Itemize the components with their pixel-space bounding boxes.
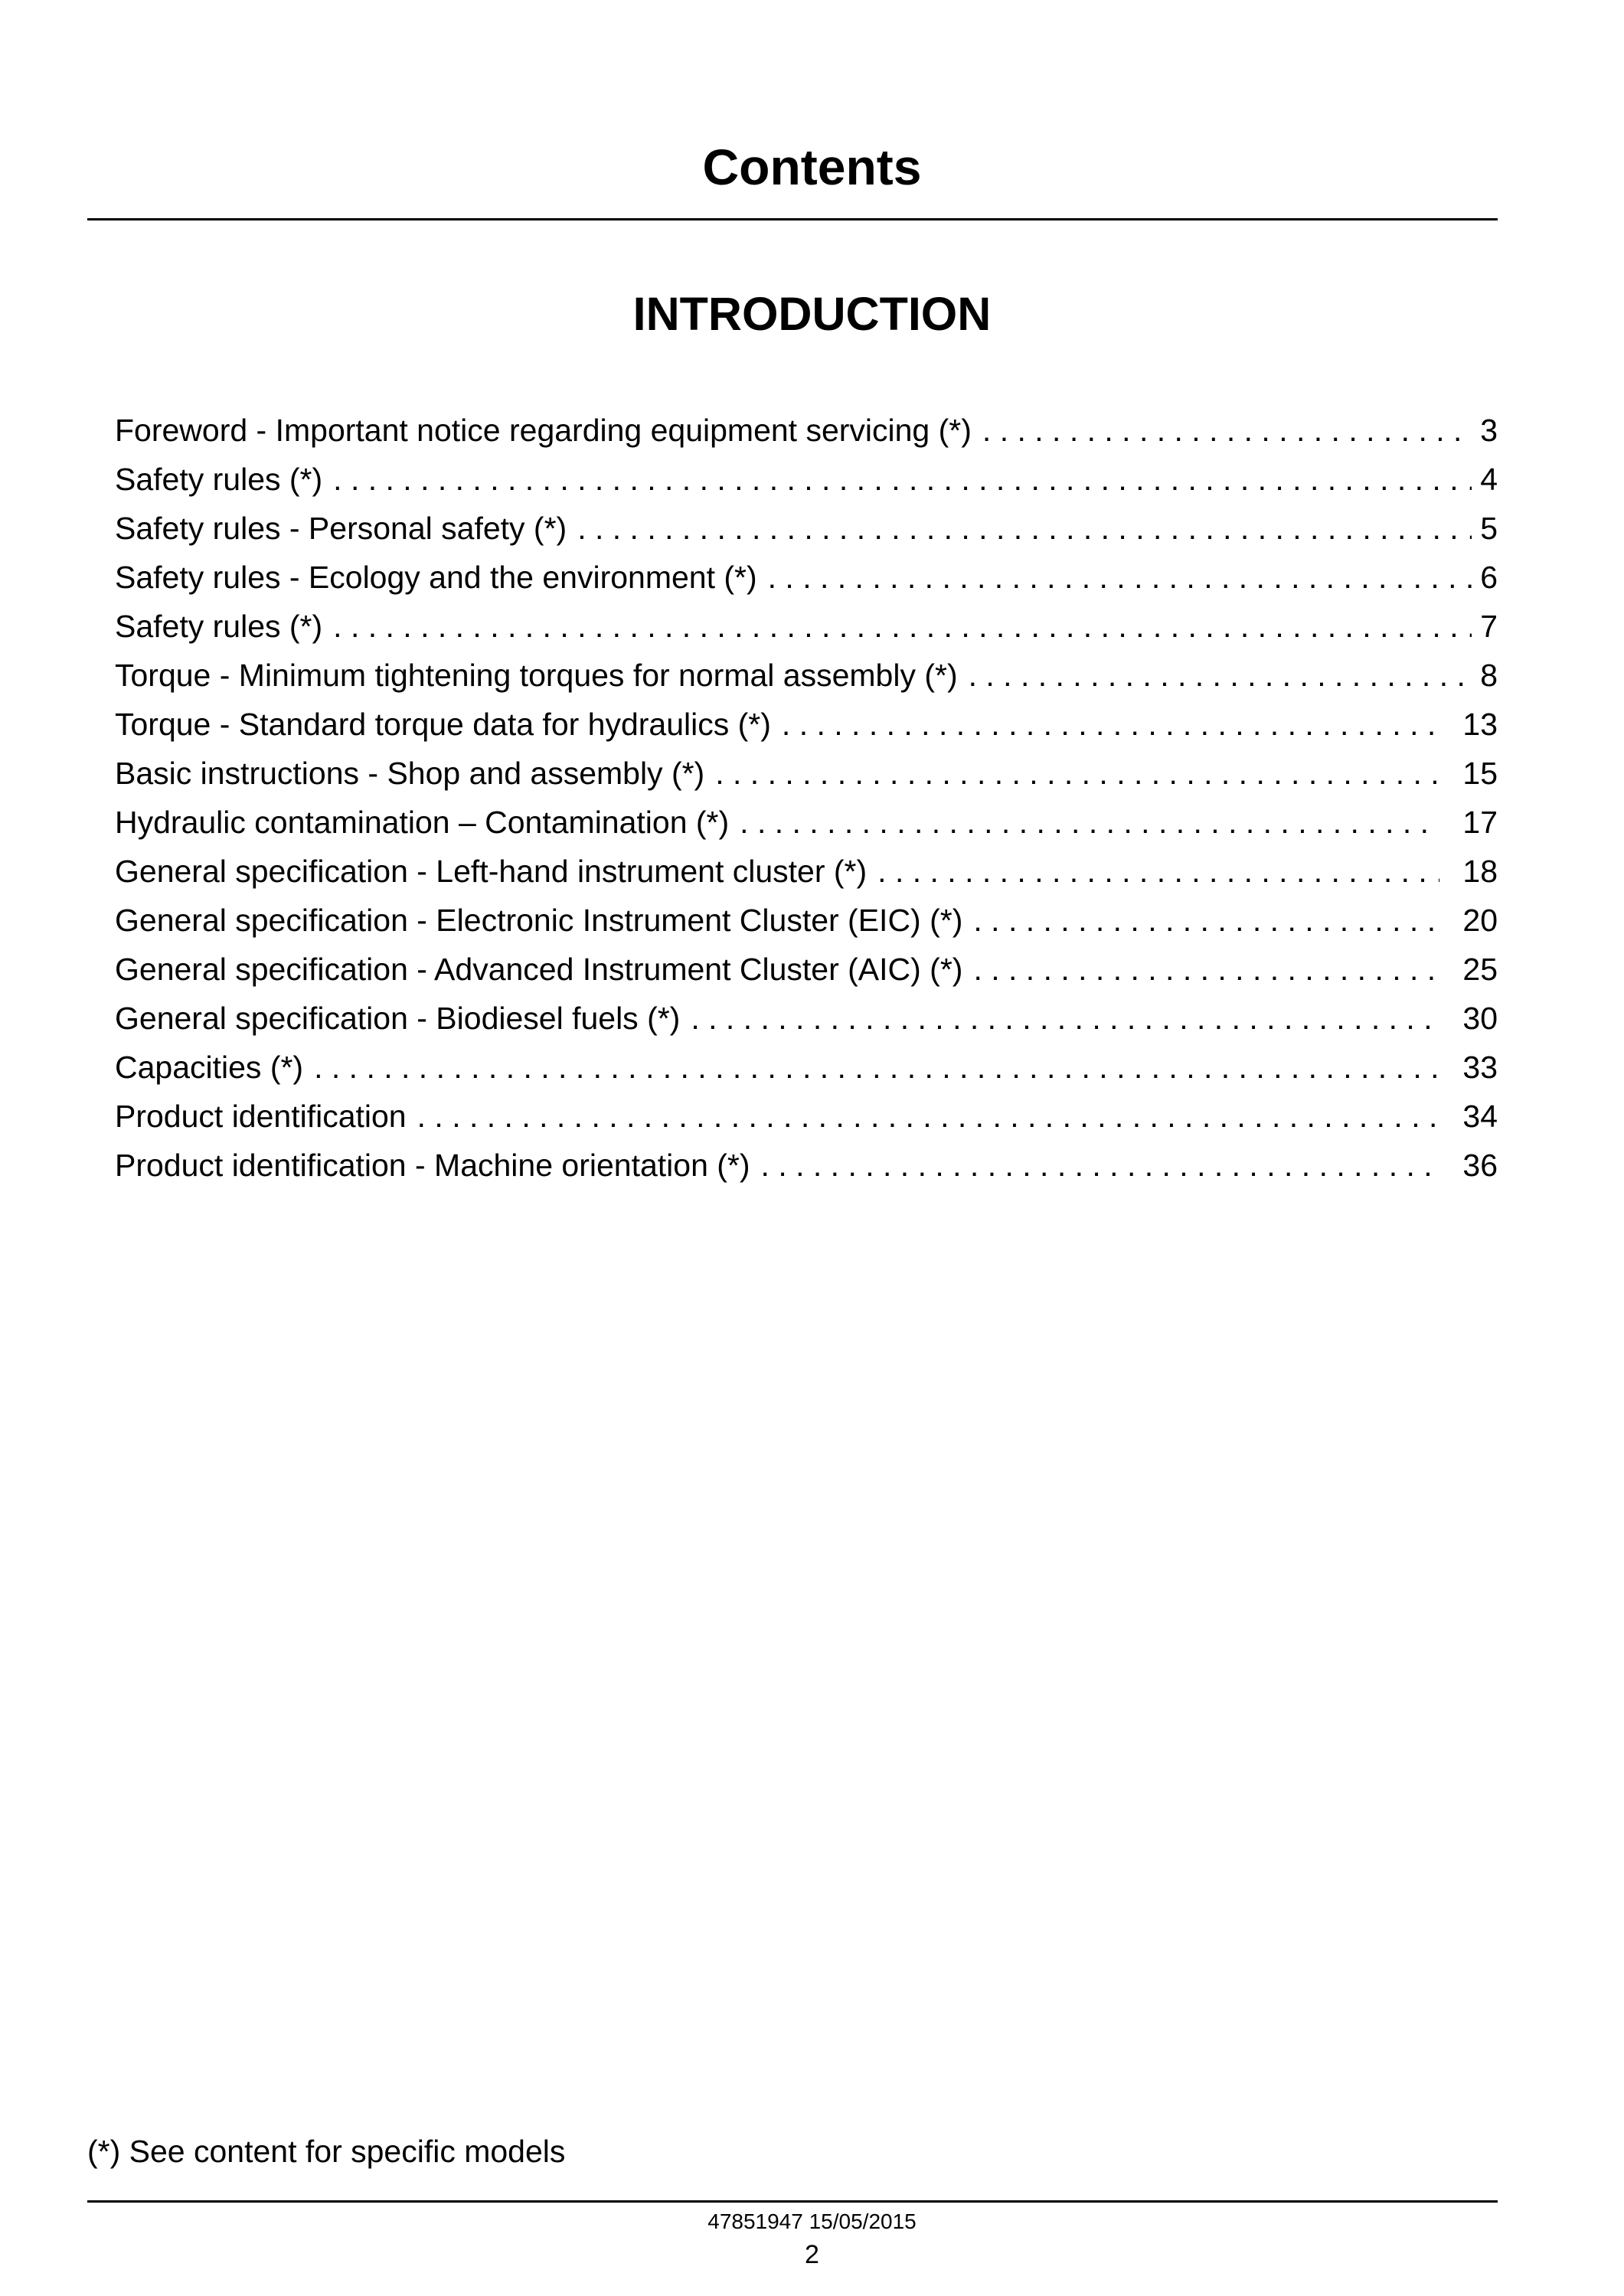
toc-entry-torque-minimum[interactable] xyxy=(115,651,1498,700)
toc-entry-page: 17 xyxy=(1462,805,1498,840)
dot-leader xyxy=(973,945,1439,994)
dot-leader xyxy=(782,700,1439,749)
toc-entry-title: Safety rules - Personal safety (*) xyxy=(115,511,567,546)
footnote: (*) See content for specific models xyxy=(87,2134,566,2169)
dot-leader xyxy=(740,798,1439,847)
toc-entry-page: 8 xyxy=(1480,658,1498,693)
toc-entry-page: 20 xyxy=(1462,903,1498,938)
toc-entry-page: 25 xyxy=(1462,952,1498,987)
toc-entry-biodiesel[interactable] xyxy=(115,994,1498,1043)
toc-entry-page: 13 xyxy=(1462,707,1498,742)
toc-entry-page: 18 xyxy=(1462,854,1498,889)
toc-entry-page: 5 xyxy=(1480,511,1498,546)
toc-entry-page: 3 xyxy=(1480,413,1498,448)
toc-entry-title: Safety rules (*) xyxy=(115,609,323,644)
footer-divider xyxy=(87,2200,1498,2203)
toc-entry-title: General specification - Biodiesel fuels (*) xyxy=(115,1001,681,1036)
toc-entry-title: General specification - Electronic Instrument Cluster (EIC) (*) xyxy=(115,903,963,938)
toc-entry-foreword[interactable] xyxy=(115,406,1498,455)
toc-entry-title: Safety rules - Ecology and the environment (*) xyxy=(115,560,757,595)
dot-leader xyxy=(333,455,1472,504)
table-of-contents xyxy=(115,406,1498,1190)
toc-entry-safety-rules[interactable] xyxy=(115,455,1498,504)
dot-leader xyxy=(973,896,1439,945)
section-title: INTRODUCTION xyxy=(632,288,992,340)
dot-leader xyxy=(333,602,1472,651)
toc-entry-left-hand-cluster[interactable] xyxy=(115,847,1498,896)
toc-entry-page: 4 xyxy=(1480,462,1498,497)
toc-entry-page: 15 xyxy=(1462,756,1498,791)
toc-entry-page: 34 xyxy=(1462,1099,1498,1134)
toc-entry-title: Torque - Standard torque data for hydraulics (*) xyxy=(115,707,771,742)
dot-leader xyxy=(691,994,1439,1043)
toc-entry-page: 7 xyxy=(1480,609,1498,644)
dot-leader xyxy=(761,1141,1439,1190)
toc-entry-title: General specification - Left-hand instrument cluster (*) xyxy=(115,854,868,889)
toc-entry-page: 6 xyxy=(1480,560,1498,595)
dot-leader xyxy=(715,749,1439,798)
page-number: 2 xyxy=(805,2240,819,2269)
toc-entry-hydraulic-contamination[interactable] xyxy=(115,798,1498,847)
toc-entry-eic[interactable] xyxy=(115,896,1498,945)
toc-entry-page: 33 xyxy=(1462,1050,1498,1085)
toc-entry-title: Product identification xyxy=(115,1099,407,1134)
dot-leader xyxy=(969,651,1472,700)
dot-leader xyxy=(417,1092,1439,1141)
toc-entry-title: Product identification - Machine orientation (*) xyxy=(115,1148,750,1183)
toc-entry-title: Hydraulic contamination – Contamination (*) xyxy=(115,805,730,840)
toc-entry-title: Safety rules (*) xyxy=(115,462,323,497)
dot-leader xyxy=(768,553,1472,602)
toc-entry-torque-hydraulics[interactable] xyxy=(115,700,1498,749)
dot-leader xyxy=(877,847,1439,896)
toc-entry-ecology[interactable] xyxy=(115,553,1498,602)
document-id: 47851947 15/05/2015 xyxy=(707,2209,917,2233)
dot-leader xyxy=(577,504,1472,553)
dot-leader xyxy=(982,406,1472,455)
dot-leader xyxy=(314,1043,1439,1092)
toc-entry-product-identification[interactable] xyxy=(115,1092,1498,1141)
toc-entry-title: Foreword - Important notice regarding equipment servicing (*) xyxy=(115,413,972,448)
toc-entry-page: 36 xyxy=(1462,1148,1498,1183)
toc-entry-personal-safety[interactable] xyxy=(115,504,1498,553)
header-divider xyxy=(87,218,1498,220)
toc-entry-machine-orientation[interactable] xyxy=(115,1141,1498,1190)
toc-entry-title: Torque - Minimum tightening torques for normal assembly (*) xyxy=(115,658,958,693)
toc-entry-basic-instructions[interactable] xyxy=(115,749,1498,798)
toc-entry-capacities[interactable] xyxy=(115,1043,1498,1092)
toc-entry-page: 30 xyxy=(1462,1001,1498,1036)
toc-entry-aic[interactable] xyxy=(115,945,1498,994)
toc-entry-safety-rules-2[interactable] xyxy=(115,602,1498,651)
toc-entry-title: Capacities (*) xyxy=(115,1050,304,1085)
toc-entry-title: General specification - Advanced Instrument Cluster (AIC) (*) xyxy=(115,952,963,987)
toc-entry-title: Basic instructions - Shop and assembly (*) xyxy=(115,756,705,791)
page-title: Contents xyxy=(702,139,922,195)
